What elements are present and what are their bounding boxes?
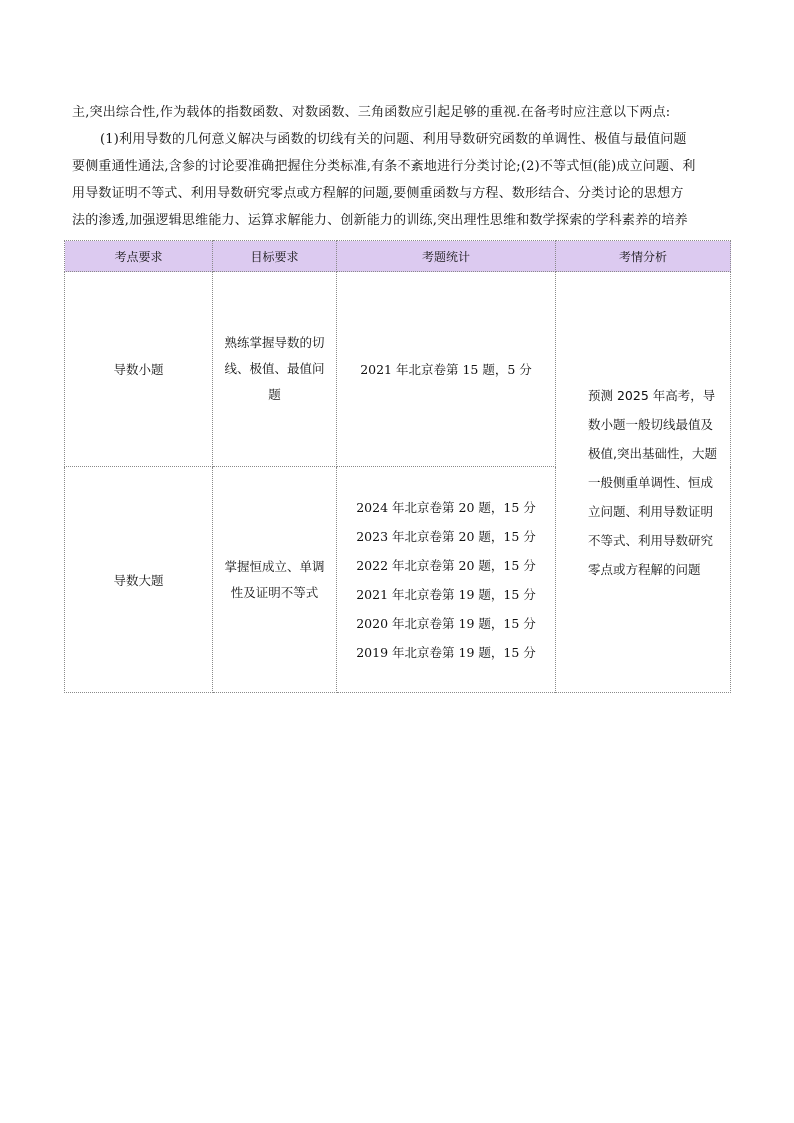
stats-item: 2019 年北京卷第 19 题，15 分 (356, 644, 536, 660)
header-point: 考点要求 (65, 241, 213, 272)
analysis-text: 预测 2025 年高考，导数小题一般切线最值及极值,突出基础性，大题一般侧重单调性、恒成立问题、利用导数证明不等式、利用导数研究零点或方程解的问题 (588, 387, 717, 577)
stats-item: 2020 年北京卷第 19 题，15 分 (356, 615, 536, 631)
header-target: 目标要求 (213, 241, 337, 272)
stats-item: 2023 年北京卷第 20 题，15 分 (356, 528, 536, 544)
header-analysis: 考情分析 (556, 241, 731, 272)
point-cell: 导数小题 (65, 272, 213, 467)
intro-line: 用导数证明不等式、利用导数研究零点或方程解的问题,要侧重函数与方程、数形结合、分类讨论的思想方 (72, 186, 684, 201)
header-stats: 考题统计 (337, 241, 556, 272)
stats-item: 2021 年北京卷第 15 题，5 分 (360, 361, 532, 377)
point-cell: 导数大题 (65, 467, 213, 693)
stats-item: 2024 年北京卷第 20 题，15 分 (356, 499, 536, 515)
intro-line: (1)利用导数的几何意义解决与函数的切线有关的问题、利用导数研究函数的单调性、极值与最值问题 (100, 132, 687, 147)
stats-cell (337, 272, 556, 467)
analysis-cell (556, 272, 731, 693)
target-cell: 掌握恒成立、单调性及证明不等式 (213, 467, 337, 693)
stats-item: 2022 年北京卷第 20 题，15 分 (356, 557, 536, 573)
stats-item: 2021 年北京卷第 19 题，15 分 (356, 586, 536, 602)
exam-analysis-table (64, 240, 731, 693)
intro-paragraph (72, 99, 732, 234)
target-cell: 熟练掌握导数的切线、极值、最值问题 (213, 272, 337, 467)
stats-cell (337, 467, 556, 693)
intro-line: 要侧重通性通法,含参的讨论要准确把握住分类标准,有条不紊地进行分类讨论;(2)不等式恒(能)成立问题、利 (72, 159, 696, 174)
table-header-row (65, 241, 731, 272)
table-row (65, 272, 731, 467)
intro-line: 法的渗透,加强逻辑思维能力、运算求解能力、创新能力的训练,突出理性思维和数学探索的学科素养的培养 (72, 213, 688, 228)
intro-line: 主,突出综合性,作为载体的指数函数、对数函数、三角函数应引起足够的重视.在备考时应注意以下两点: (72, 105, 671, 120)
